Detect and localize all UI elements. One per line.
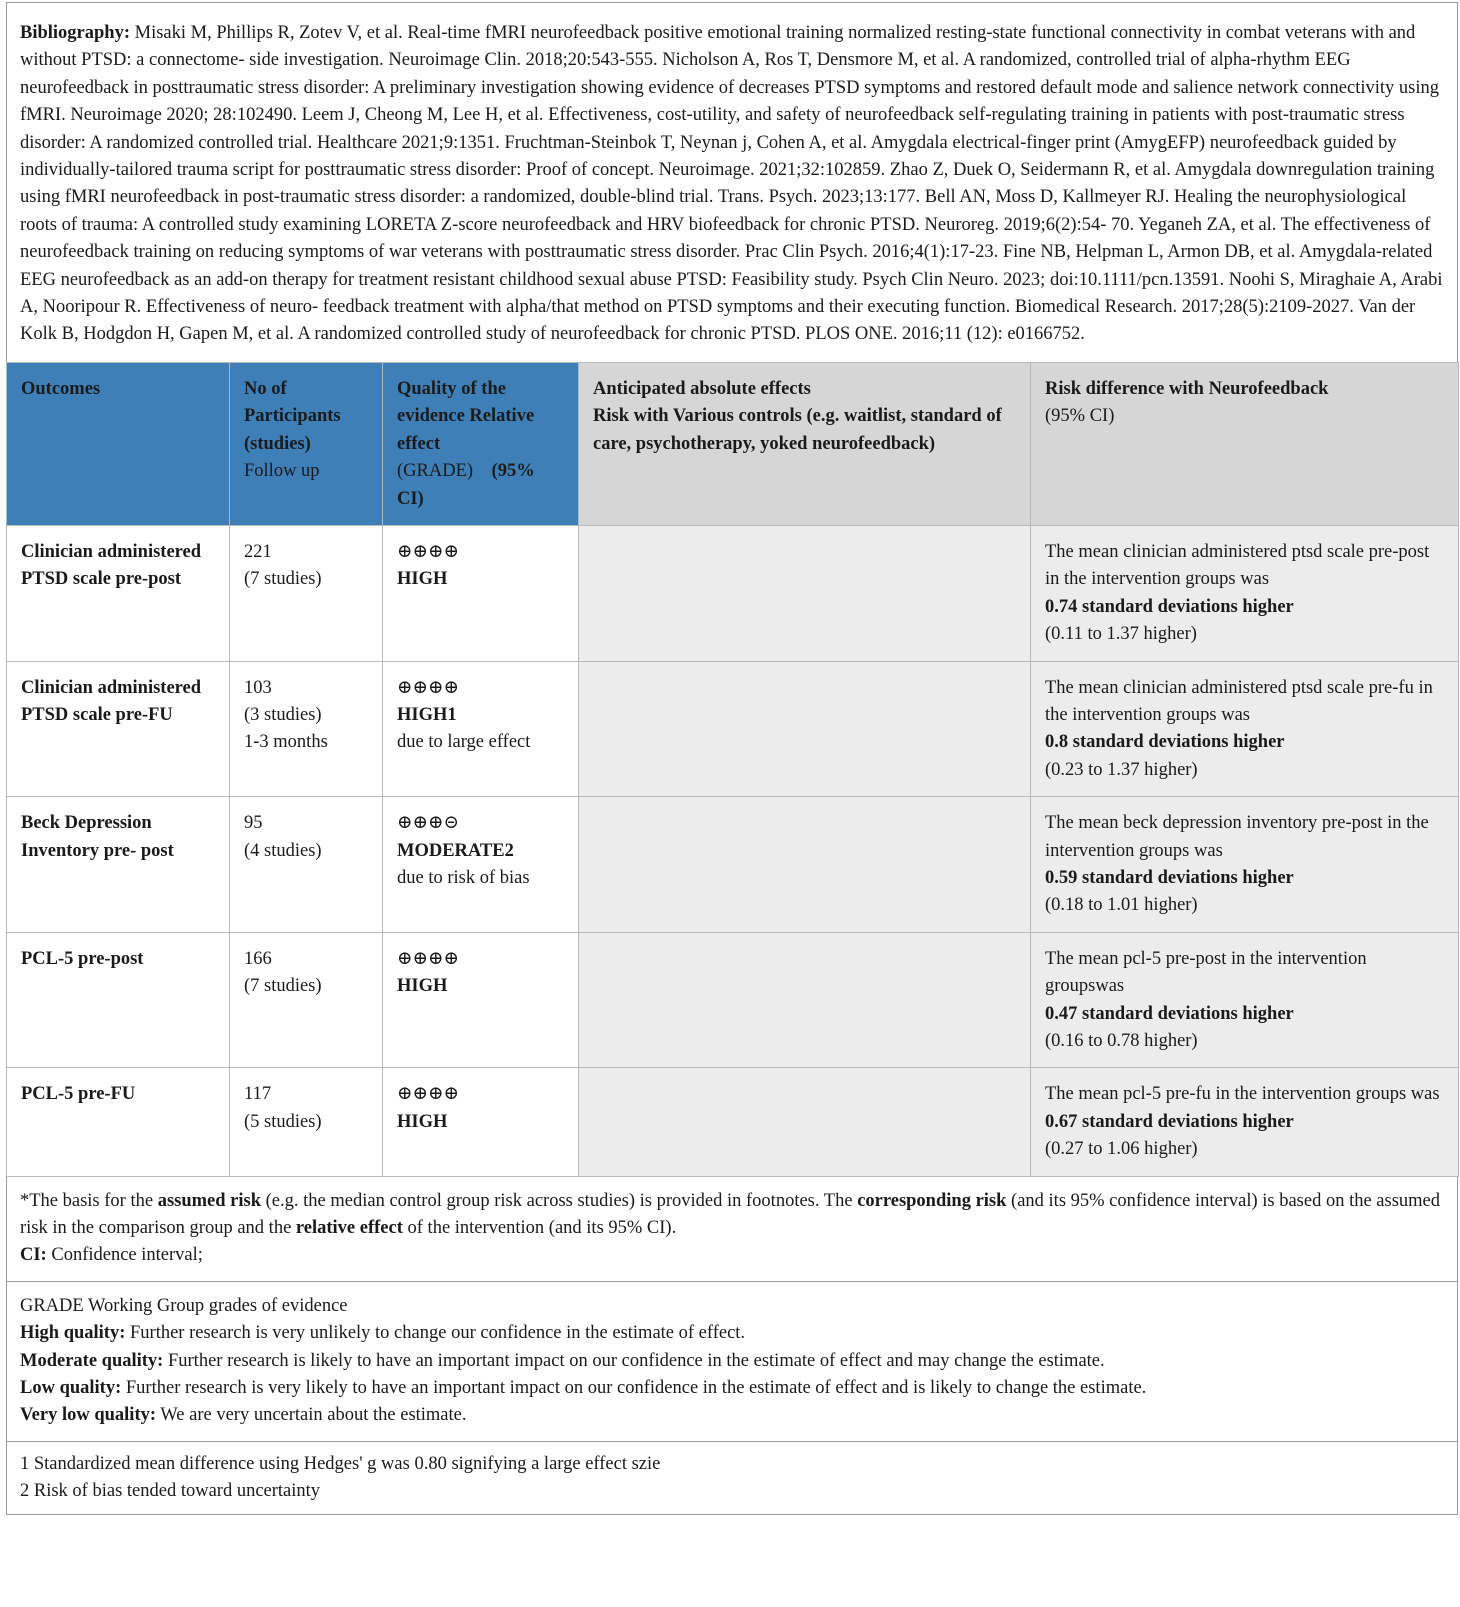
grade-symbols: ⊕⊕⊕⊝ xyxy=(397,813,460,834)
ci-note: CI: Confidence interval; xyxy=(20,1245,203,1266)
quality-cell xyxy=(383,932,579,1068)
summary-of-findings-table xyxy=(6,362,1459,1177)
risk-difference-cell: The mean beck depression inventory pre-post in the intervention groups was 0.59 standard deviations higher (0.18 to 1.01 higher) xyxy=(1031,797,1459,933)
header-quality: Quality of the evidence Relative effect (GRADE) (95% CI) xyxy=(383,362,579,525)
grade-item: Very low quality: We are very uncertain about the estimate. xyxy=(20,1405,467,1426)
outcome-cell: Clinician administered PTSD scale pre-FU xyxy=(7,661,230,797)
grade-level: HIGH xyxy=(397,976,448,997)
risk-control-cell xyxy=(579,1068,1031,1176)
participants-cell: 103 (3 studies) 1-3 months xyxy=(230,661,383,797)
grade-symbols: ⊕⊕⊕⊕ xyxy=(397,541,460,562)
grade-level: HIGH xyxy=(397,569,448,590)
grade-title: GRADE Working Group grades of evidence xyxy=(20,1295,348,1316)
table-row xyxy=(7,1068,1459,1176)
risk-difference-cell: The mean pcl-5 pre-fu in the intervention groups was 0.67 standard deviations higher (0.27 to 1.06 higher) xyxy=(1031,1068,1459,1176)
document xyxy=(6,2,1458,1515)
header-anticipated: Anticipated absolute effects Risk with Various controls (e.g. waitlist, standard of care, psychotherapy, yoked neurofeedback) xyxy=(579,362,1031,525)
bibliography xyxy=(6,2,1458,362)
footnote: 1 Standardized mean difference using Hedges' g was 0.80 signifying a large effect szie xyxy=(20,1453,661,1474)
grade-definitions xyxy=(6,1282,1458,1442)
participants-cell: 221 (7 studies) xyxy=(230,525,383,661)
header-risk-difference: Risk difference with Neurofeedback (95% CI) xyxy=(1031,362,1459,525)
footnotes xyxy=(6,1442,1458,1515)
outcome-cell: PCL-5 pre-FU xyxy=(7,1068,230,1176)
risk-control-cell xyxy=(579,661,1031,797)
risk-difference-cell: The mean pcl-5 pre-post in the intervention groupswas 0.47 standard deviations higher (0.16 to 0.78 higher) xyxy=(1031,932,1459,1068)
participants-cell: 117 (5 studies) xyxy=(230,1068,383,1176)
header-outcomes: Outcomes xyxy=(7,362,230,525)
risk-control-cell xyxy=(579,525,1031,661)
assumed-risk-note: *The basis for the assumed risk (e.g. the median control group risk across studies) is provided in footnotes. The corresponding risk (and its 95% confidence interval) is based on the assumed risk in the comparison group and the relative effect of the intervention (and its 95% CI). xyxy=(20,1190,1441,1239)
risk-control-cell xyxy=(579,797,1031,933)
table-header-row xyxy=(7,362,1459,525)
bibliography-text: Misaki M, Phillips R, Zotev V, et al. Real-time fMRI neurofeedback positive emotional training normalized resting-state functional connectivity in combat veterans with and without PTSD: a connectome- side investigation. Neuroimage Clin. 2018;20:543-555. Nicholson A, Ros T, Densmore M, et al. A randomized, controlled trial of alpha-rhythm EEG neurofeedback in posttraumatic stress disorder: A preliminary investigation showing evidence of decreases PTSD symptoms and restored default mode and salience network connectivity using fMRI. Neuroimage 2020; 28:102490. Leem J, Cheong M, Lee H, et al. Effectiveness, cost-utility, and safety of neurofeedback self-regulating training in patients with post-traumatic stress disorder: A randomized controlled trial. Healthcare 2021;9:1351. Fruchtman-Steinbok T, Neynan j, Cohen A, et al. Amygdala electrical-finger print (AmygEFP) neurofeedback guided by individually-tailored trauma script for posttraumatic stress disorder: Proof of concept. Neuroimage. 2021;32:102859. Zhao Z, Duek O, Seidermann R, et al. Amygdala downregulation training using fMRI neurofeedback in post-traumatic stress disorder: a randomized, double-blind trial. Trans. Psych. 2023;13:177. Bell AN, Moss D, Kallmeyer RJ. Healing the neurophysiological roots of trauma: A controlled study examining LORETA Z-score neurofeedback and HRV biofeedback for chronic PTSD. Neuroreg. 2019;6(2):54- 70. Yeganeh ZA, et al. The effectiveness of neurofeedback training on reducing symptoms of war veterans with posttraumatic stress disorder. Prac Clin Psych. 2016;4(1):17-23. Fine NB, Helpman L, Armon DB, et al. Amygdala-related EEG neurofeedback as an add-on therapy for treatment resistant childhood sexual abuse PTSD: Feasibility study. Psych Clin Neuro. 2023; doi:10.1111/pcn.13591. Noohi S, Miraghaie A, Arabi A, Nooripour R. Effectiveness of neuro- feedback treatment with alpha/that method on PTSD symptoms and their executing function. Biomedical Research. 2017;28(5):2109-2027. Van der Kolk B, Hodgdon H, Gapen M, et al. A randomized controlled study of neurofeedback for chronic PTSD. PLOS ONE. 2016;11 (12): e0166752. xyxy=(20,23,1443,345)
grade-level: HIGH xyxy=(397,1111,448,1132)
header-participants: No of Participants (studies) Follow up xyxy=(230,362,383,525)
table-row xyxy=(7,661,1459,797)
risk-control-cell xyxy=(579,932,1031,1068)
grade-level: MODERATE2 xyxy=(397,840,514,861)
participants-cell: 95 (4 studies) xyxy=(230,797,383,933)
risk-difference-cell: The mean clinician administered ptsd scale pre-post in the intervention groups was 0.74 standard deviations higher (0.11 to 1.37 higher) xyxy=(1031,525,1459,661)
participants-cell: 166 (7 studies) xyxy=(230,932,383,1068)
grade-item: Low quality: Further research is very likely to have an important impact on our confidence in the estimate of effect and is likely to change the estimate. xyxy=(20,1378,1147,1399)
grade-item: High quality: Further research is very unlikely to change our confidence in the estimate of effect. xyxy=(20,1323,746,1344)
quality-cell xyxy=(383,525,579,661)
outcome-cell: Clinician administered PTSD scale pre-post xyxy=(7,525,230,661)
outcome-cell: Beck Depression Inventory pre- post xyxy=(7,797,230,933)
quality-cell: ⊕⊕⊕⊕ HIGH1 due to large effect xyxy=(383,661,579,797)
grade-level: HIGH1 xyxy=(397,704,457,725)
grade-item: Moderate quality: Further research is likely to have an important impact on our confidence in the estimate of effect and may change the estimate. xyxy=(20,1350,1105,1371)
grade-symbols: ⊕⊕⊕⊕ xyxy=(397,1084,460,1105)
footnote: 2 Risk of bias tended toward uncertainty xyxy=(20,1481,321,1502)
risk-difference-cell: The mean clinician administered ptsd scale pre-fu in the intervention groups was 0.8 standard deviations higher (0.23 to 1.37 higher) xyxy=(1031,661,1459,797)
outcome-cell: PCL-5 pre-post xyxy=(7,932,230,1068)
grade-symbols: ⊕⊕⊕⊕ xyxy=(397,948,460,969)
table-row xyxy=(7,932,1459,1068)
table-row xyxy=(7,797,1459,933)
table-notes xyxy=(6,1177,1458,1282)
grade-symbols: ⊕⊕⊕⊕ xyxy=(397,677,460,698)
quality-cell xyxy=(383,1068,579,1176)
quality-cell: ⊕⊕⊕⊝ MODERATE2 due to risk of bias xyxy=(383,797,579,933)
table-row xyxy=(7,525,1459,661)
bibliography-label: Bibliography: xyxy=(20,23,130,43)
